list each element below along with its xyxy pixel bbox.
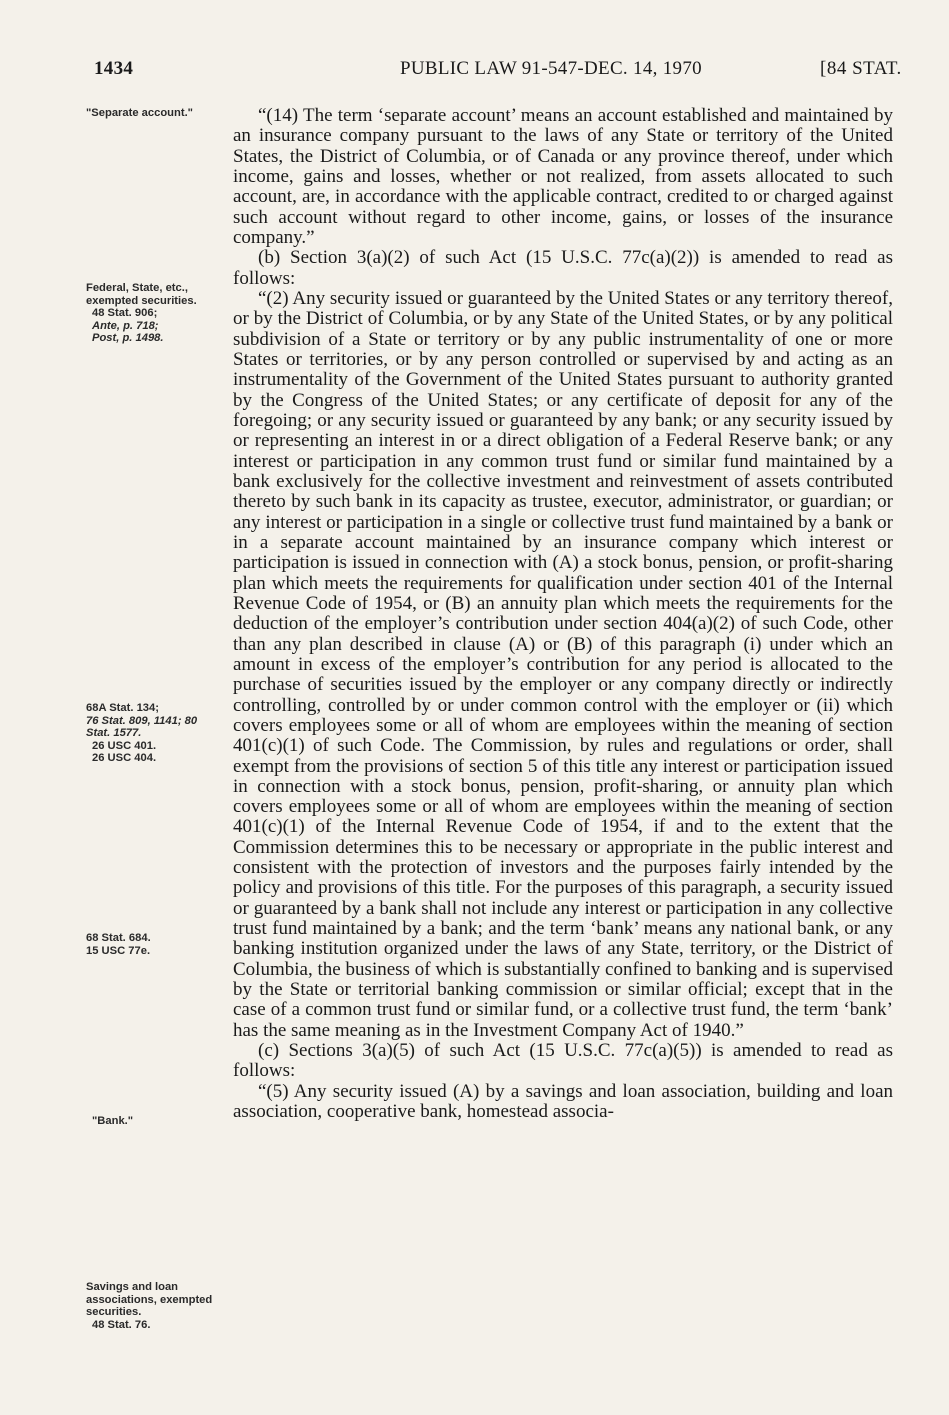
margin-note-separate-account [86,107,232,120]
margin-note-bank [92,1115,238,1128]
paragraph-section-b: (b) Section 3(a)(2) of such Act (15 U.S.C. 77c(a)(2)) is amended to read as follows: [233,247,893,289]
running-head: PUBLIC LAW 91-547-DEC. 14, 1970 [400,58,702,79]
citation-15-usc-77e: 15 USC 77e. [86,944,151,957]
citation-26-usc-404: 26 USC 404. [92,752,157,765]
paragraph-section-c: (c) Sections 3(a)(5) of such Act (15 U.S.C. 77c(a)(5)) is amended to read as follows: [233,1040,893,1082]
citation-ante: Ante, p. 718; [92,319,159,332]
citation-48-stat-906: 48 Stat. 906; [92,307,158,320]
margin-note-title: Savings and loan associations, exempted securities. [86,1281,213,1319]
page-header [0,58,949,88]
citation-48-stat-76: 48 Stat. 76. [92,1318,151,1331]
statute-body [233,106,893,1122]
citation-76-stat-809: 76 Stat. 809, 1141; 80 Stat. 1577. [86,714,198,740]
margin-note-title: Federal, State, etc., exempted securities. [86,282,197,307]
volume-reference: [84 STAT. [820,58,902,79]
margin-note-federal-state [86,282,211,345]
margin-note-irc-citations [86,702,204,765]
paragraph-exempted-securities: “(2) Any security issued or guaranteed by the United States or any territory thereof, or by the District of Columbia, or by any State of the United States, or by any political subdivision of a State or territory or by any public instrumentality of one or more States or territories, or by any person controlled or supervised by and acting as an instrumentality of the Government of the United States pursuant to authority granted by the Congress of the United States; or any certificate of deposit for any of the foregoing; or any security issued or guaranteed by any bank; or any security issued by or representing an interest in or a direct obligation of a Federal Reserve bank; or any interest or participation in any common trust fund or similar fund maintained by a bank exclusively for the collective investment and reinvestment of assets contributed thereto by such bank in its capacity as trustee, executor, administrator, or guardian; or any interest or participation in a single or collective trust fund maintained by a bank or in a separate account maintained by an insurance company which interest or participation is issued in connection with (A) a stock bonus, pension, or profit-sharing plan which meets the requirements for qualification under section 401 of the Internal Revenue Code of 1954, or (B) an annuity plan which meets the requirements for the deduction of the employer’s contribution under section 404(a)(2) of such Code, other than any plan described in clause (A) or (B) of this paragraph (i) under which an amount in excess of the employer’s contribution for any period is allocated to the purchase of securities issued by the employer or any company directly or indirectly controlling, controlled by or under common control with the employer or (ii) which covers employees some or all of whom are employees within the meaning of section 401(c)(1) of such Code. The Commission, by rules and regulations or order, shall exempt from the provisions of section 5 of this title any interest or participation issued in connection with a stock bonus, pension, profit-sharing, or annuity plan which covers employees some or all of whom are employees within the meaning of section 401(c)(1) of the Internal Revenue Code of 1954, if and to the extent that the Commission determines this to be necessary or appropriate in the public interest and consistent with the protection of investors and the purposes fairly intended by the policy and provisions of this title. For the purposes of this paragraph, a security issued or guaranteed by a bank shall not include any interest or participation in any collective trust fund maintained by a bank; and the term ‘bank’ means any national bank, or any banking institution organized under the laws of any State, territory, or the District of Columbia, the business of which is substantially confined to banking and is supervised by the State or territorial banking commission or similar official; except that in the case of a common trust fund or similar fund, or a collective trust fund, the term ‘bank’ has the same meaning as in the Investment Company Act of 1940.” [233,287,893,1041]
citation-26-usc-401: 26 USC 401. [92,739,157,752]
margin-note-text: "Bank." [92,1115,134,1127]
margin-note-68-stat-684 [86,932,232,957]
page-number: 1434 [94,58,134,79]
paragraph-separate-account-definition: “(14) The term ‘separate account’ means an account established and maintained by an insurance company pursuant to the laws of any State or territory of the United States, the District of Columbia, or of Canada or any province thereof, under which income, gains and losses, whether or not realized, from assets allocated to such account, are, in accordance with the applicable contract, credited to or charged against such account without regard to other income, gains, or losses of the insurance company.” [233,105,893,248]
citation-68a-stat-134: 68A Stat. 134; [86,702,159,714]
margin-note-savings-loan [86,1281,226,1331]
citation-post: Post, p. 1498. [92,332,164,345]
paragraph-savings-loan: “(5) Any security issued (A) by a savings and loan association, building and loan association, cooperative bank, homestead associa- [233,1080,893,1123]
citation-68-stat-684: 68 Stat. 684. [86,932,151,944]
margin-note-text: "Separate account." [86,107,193,119]
